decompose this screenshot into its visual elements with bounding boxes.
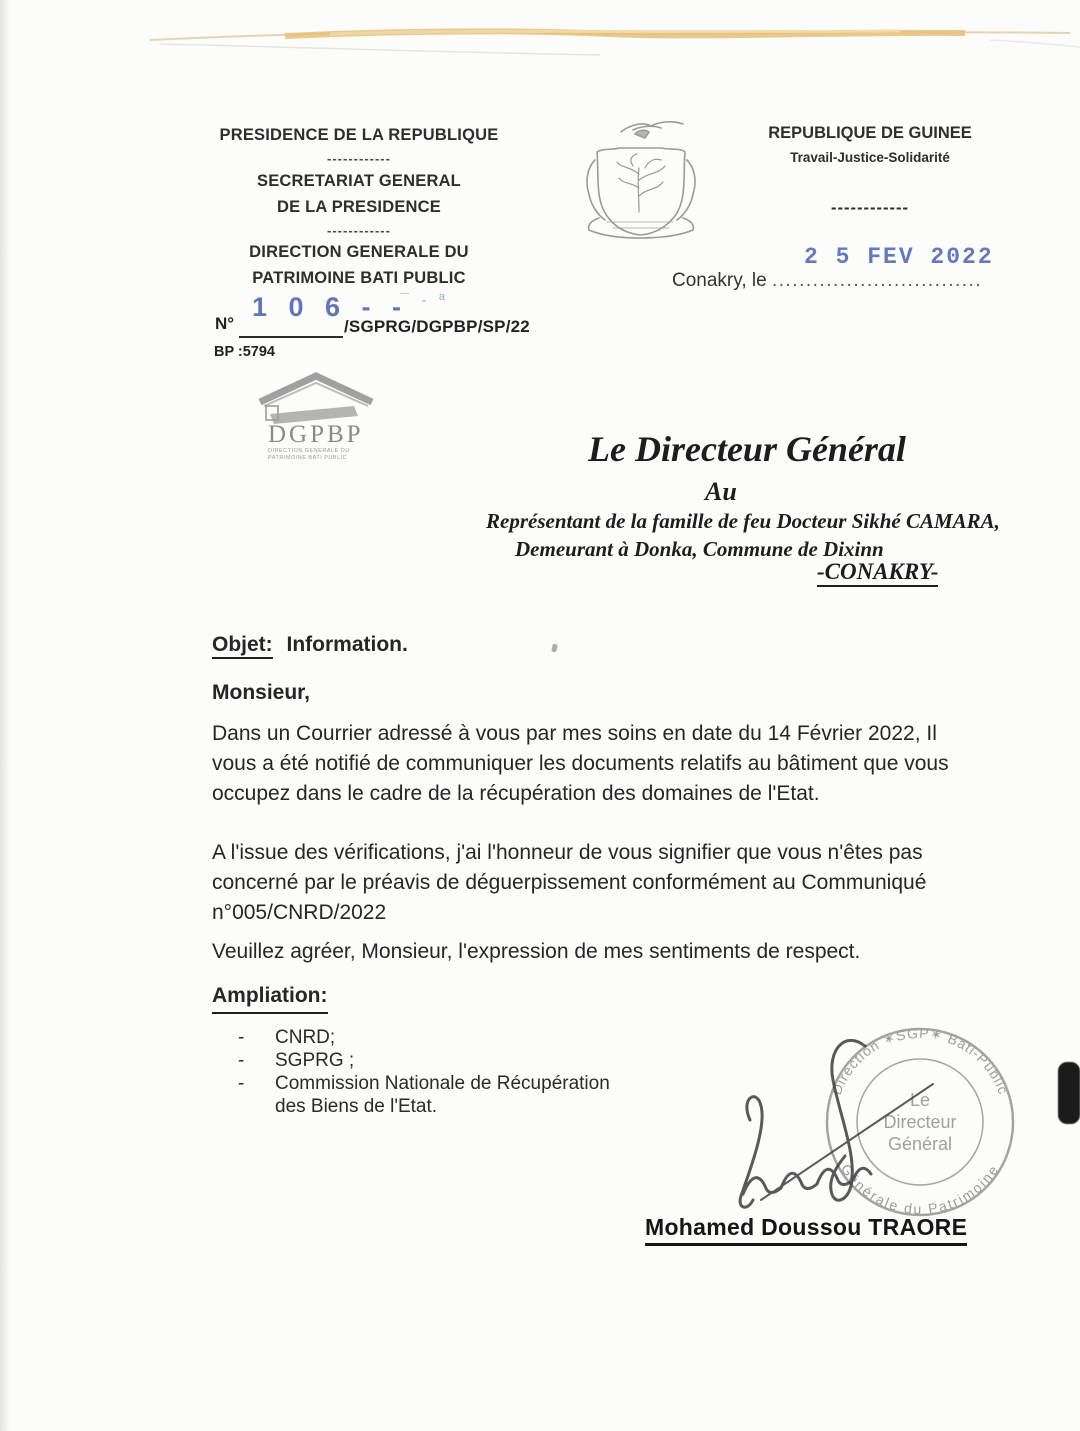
dgpbp-logo-caption-1: DIRECTION GENERALE DU — [268, 448, 350, 454]
stamp-center-line-3: Général — [887, 1134, 953, 1154]
letterhead-secretariat: SECRETARIAT GENERAL — [257, 172, 461, 190]
list-bullet: - — [238, 1027, 245, 1048]
list-item-text: CNRD; — [275, 1027, 336, 1048]
scan-ink-blob — [1058, 1062, 1080, 1124]
list-item-text: SGPRG ; — [275, 1050, 355, 1071]
ref-number-label: N° — [215, 314, 235, 333]
stamp-ring-text-bottom: Générale du Patrimoine — [837, 1160, 1003, 1218]
objet-value: Information. — [286, 633, 408, 656]
addressee-line-2: Demeurant à Donka, Commune de Dixinn — [515, 537, 884, 561]
letterhead-presidence: PRESIDENCE DE LA REPUBLIQUE — [219, 126, 499, 144]
scan-left-edge-shadow — [0, 0, 10, 1431]
salutation: Monsieur, — [212, 681, 311, 704]
dgpbp-logo-caption-2: PATRIMOINE BATI PUBLIC — [268, 455, 348, 461]
letterhead-motto: Travail-Justice-Solidarité — [790, 150, 950, 165]
list-bullet: - — [238, 1050, 245, 1071]
letter-title: Le Directeur Général — [588, 429, 906, 469]
date-stamp: 2 5 FEV 2022 — [804, 244, 994, 270]
addressee-line-1: Représentant de la famille de feu Docteur Sikhé CAMARA, — [486, 509, 1000, 533]
ref-underline — [239, 336, 343, 338]
scan-speck — [551, 644, 558, 653]
letterhead-republique: REPUBLIQUE DE GUINEE — [768, 124, 972, 142]
letterhead-presidence-2: DE LA PRESIDENCE — [277, 198, 441, 216]
ampliation-label: Ampliation: — [212, 981, 328, 1014]
signer-name: Mohamed Doussou TRAORE — [645, 1214, 967, 1246]
bp-number: BP :5794 — [214, 344, 275, 360]
letterhead-patrimoine: PATRIMOINE BATI PUBLIC — [252, 269, 466, 287]
letter-to: Au — [705, 477, 737, 506]
list-item-text: Commission Nationale de Récupération des Biens de l'Etat. — [275, 1073, 610, 1117]
list-bullet: - — [238, 1073, 245, 1094]
dgpbp-logo-acronym: DGPBP — [268, 421, 364, 448]
paragraph-2: A l'issue des vérifications, j'ai l'honneur de vous signifier que vous n'êtes pas concerné par le préavis de déguerpissement conformément au Communiqué n°005/CNRD/2022 — [212, 841, 927, 924]
objet-label: Objet: — [212, 633, 273, 659]
separator-dashes: ------------ — [327, 223, 391, 238]
ref-number-stamp-marks: ¯ - ª — [400, 292, 449, 309]
handwritten-signature — [695, 1028, 945, 1228]
ref-code: /SGPRG/DGPBP/SP/22 — [344, 317, 530, 336]
stamp-center-line-1: Le — [909, 1090, 931, 1110]
paragraph-3: Veuillez agréer, Monsieur, l'expression de mes sentiments de respect. — [212, 940, 861, 963]
stamp-ring-text-top: Direction ✶SGP✶ Bati-Public — [827, 1024, 1013, 1097]
stamp-center-line-2: Directeur — [883, 1112, 957, 1132]
addressee-city: -CONAKRY- — [817, 559, 938, 587]
ampliation-list — [238, 1026, 627, 1118]
letterhead-direction: DIRECTION GENERALE DU — [249, 243, 469, 261]
dgpbp-logo-icon — [246, 366, 382, 466]
separator-dashes: ------------ — [831, 199, 909, 217]
ref-number-stamped: 1 0 6 - - — [252, 292, 409, 322]
scan-top-edge-line — [0, 0, 1080, 70]
paragraph-1: Dans un Courrier adressé à vous par mes soins en date du 14 Février 2022, Il vous a été notifié de communiquer les documents relatifs au bâtiment que vous occupez dans le cadre de la récupération des domaines de l'Etat. — [212, 722, 949, 805]
date-dotted-line: ............................... — [771, 270, 983, 291]
guinea-coat-of-arms-icon — [573, 116, 709, 244]
separator-dashes: ------------ — [327, 151, 391, 166]
place-date-label: Conakry, le — [672, 270, 767, 291]
list-item — [238, 1049, 627, 1072]
list-item — [238, 1072, 627, 1118]
list-item — [238, 1026, 627, 1049]
